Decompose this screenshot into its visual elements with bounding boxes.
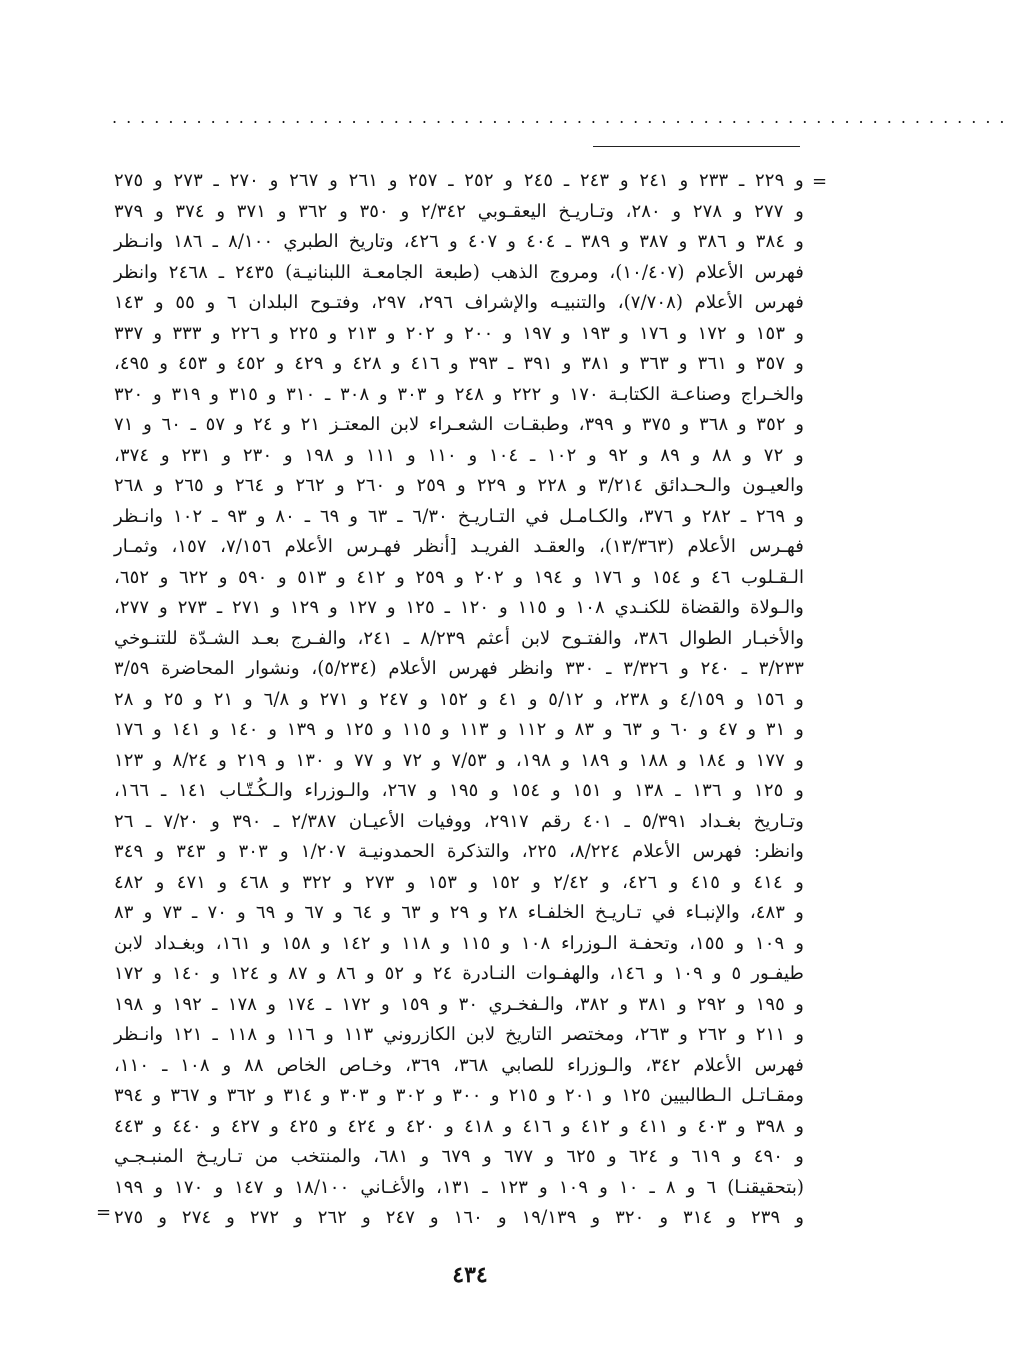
text-line: و ٧٢ و ٨٨ و ٨٩ و ٩٢ و ١٠٢ ـ ١٠٤ و ١١٠ و ١١١ و ١٩٨ و ٢٣٠ و ٢٣١ و ٣٧٤،	[114, 444, 804, 466]
text-line: و ١٩٥ و ٢٩٢ و ٣٨١ و ٣٨٢، والـفخـري ٣٠ و ١٥٩ و ١٧٢ ـ ١٧٤ و ١٧٨ ـ ١٩٢ و ١٩٨	[114, 993, 804, 1015]
text-line: وانظر: فهرس الأعلام ٨/٢٢٤، ٢٢٥، والتذكرة الحمدونيـة ١/٢٠٧ و ٣٠٣ و ٣٤٣ و ٣٤٩	[114, 841, 804, 862]
text-line: و ٢١١ و ٢٦٢ و ٢٦٣، ومختصر التاريخ لابن الكازروني ١١٣ و ١١٦ و ١١٨ ـ ١٢١ وانـظر	[114, 1024, 804, 1045]
text-line: طيفـور ٥ و ١٠٩ و ١٤٦، والهفـوات النـادرة ٢٤ و ٥٢ و ٨٦ و ٨٧ و ١٢٤ و ١٤٠ و ١٧٢	[114, 963, 804, 984]
text-line: و ٣٥٢ و ٣٦٨ و ٣٧٥ و ٣٩٩، وطبقـات الشعـراء لابن المعتـز ٢١ و ٢٤ و ٥٧ ـ ٦٠ و ٧١	[114, 414, 804, 435]
text-line: وتـاريخ بغـداد ٥/٣٩١ ـ ٤٠١ رقم ٢٩١٧، ووفيات الأعيـان ٢/٣٨٧ ـ ٣٩٠ و ٧/٢٠ ـ ٢٦	[114, 810, 804, 832]
text-line: والخـراج وصناعـة الكتابـة ١٧٠ و ٢٢٢ و ٢٤٨ و ٣٠٣ و ٣٠٨ ـ ٣١٠ و ٣١٥ و ٣١٩ و ٣٢٠	[114, 383, 804, 405]
footnote-text	[114, 166, 804, 1234]
text-line: و ٤٨٣، والإنبـاء في تـاريـخ الخلفـاء ٢٨ و ٢٩ و ٦٣ و ٦٤ و ٦٧ و ٦٩ و ٧٠ ـ ٧٣ و ٨٣	[114, 902, 804, 923]
text-line: (بتحقيقنـا) ٦ و ٨ ـ ١٠ و ١٠٩ و ١٢٣ ـ ١٣١، والأغـاني ١٨/١٠٠ و ١٤٧ و ١٧٠ و ١٩٩	[114, 1176, 804, 1198]
footnote-rule	[593, 146, 800, 147]
text-line: و ٢٢٩ ـ ٢٣٣ و ٢٤١ و ٢٤٣ ـ ٢٤٥ و ٢٥٢ ـ ٢٥٧ و ٢٦١ و ٢٦٧ و ٢٧٠ ـ ٢٧٣ و ٢٧٥	[114, 170, 804, 191]
text-line: و ١٢٥ و ١٣٦ ـ ١٣٨ و ١٥١ و ١٥٤ و ١٩٥ و ٢٦٧، والـوزراء والـكُـتّـاب ١٤١ ـ ١٦٦،	[114, 780, 804, 801]
text-line: والأخبـار الطوال ٣٨٦، والفتـوح لابن أعثم ٨/٢٣٩ ـ ٢٤١، والفـرج بعـد الشـدّة للتنـوخي	[114, 627, 804, 649]
text-line: الـقـلوب ٤٦ و ١٥٤ و ١٧٦ و ١٩٤ و ٢٠٢ و ٢٥٩ و ٤١٢ و ٥١٣ و ٥٩٠ و ٦٢٢ و ٦٥٢،	[114, 566, 805, 588]
text-line: و ٢٧٧ و ٢٧٨ و ٢٨٠، وتـاريـخ اليعقـوبي ٢/٣٤٢ و ٣٥٠ و ٣٦٢ و ٣٧١ و ٣٧٤ و ٣٧٩	[114, 200, 804, 222]
text-line: و ٢٦٩ ـ ٢٨٢ و ٣٧٦، والكـامـل في التـاريـخ ٦/٣٠ ـ ٦٣ و ٦٩ ـ ٨٠ و ٩٣ ـ ١٠٢ وانـظر	[114, 505, 804, 527]
text-line: و ١٧٧ و ١٨٤ و ١٨٨ و ١٨٩ و ١٩٨، و ٧/٥٣ و ٧٢ و ٧٧ و ١٣٠ و ٢١٩ و ٨/٢٤ و ١٢٣	[114, 749, 804, 771]
text-line: فهـرس الأعلام (١٣/٣٦٣)، والعقـد الفريـد [أنظر فهـرس الأعلام ٧/١٥٦، ١٥٧، وثمـار	[114, 536, 804, 557]
text-line: والـولاة والقضاة للكنـدي ١٠٨ و ١١٥ و ١٢٠ ـ ١٢٥ و ١٢٧ و ١٢٩ و ٢٧١ ـ ٢٧٣ و ٢٧٧،	[114, 597, 804, 618]
text-line: و ٤٩٠ و ٦١٩ و ٦٢٤ و ٦٢٥ و ٦٧٧ و ٦٧٩ و ٦٨١، والمنتخب من تـاريـخ المنبـجـي	[114, 1146, 804, 1167]
text-line: و ١٥٦ و ٤/١٥٩ و ٢٣٨، و ٥/١٢ و ٤١ و ١٥٢ و ٢٤٧ و ٢٧١ و ٦/٨ و ٢١ و ٢٥ و ٢٨	[114, 688, 804, 710]
text-line: فهرس الأعلام (١٠/٤٠٧)، ومروج الذهب (طبعة الجامعـة اللبنانيـة) ٢٤٣٥ ـ ٢٤٦٨ وانظر	[114, 261, 804, 283]
text-line: و ٣٩٨ و ٤٠٣ و ٤١١ و ٤١٢ و ٤١٦ و ٤١٨ و ٤٢٠ و ٤٢٤ و ٤٢٥ و ٤٢٧ و ٤٤٠ و ٤٤٣	[114, 1115, 804, 1137]
text-line: ٣/٢٣٣ ـ ٢٤٠ و ٣/٣٢٦ ـ ٣٣٠ وانظر فهرس الأعلام (٥/٢٣٤)، ونشوار المحاضرة ٣/٥٩	[114, 658, 804, 679]
dotted-separator: ................................................................	[112, 108, 1014, 127]
text-line: و ١٥٣ و ١٧٢ و ١٧٦ و ١٩٣ و ١٩٧ و ٢٠٠ و ٢٠٢ و ٢١٣ و ٢٢٥ و ٢٢٦ و ٣٣٣ و ٣٣٧	[114, 322, 804, 344]
continuation-mark-end: =	[96, 1202, 112, 1223]
page-number: ٤٣٤	[452, 1262, 488, 1288]
text-line: فهرس الأعلام (٧/٧٠٨)، والتنبيـه والإشراف ٢٩٦، ٢٩٧، وفتـوح البلدان ٦ و ٥٥ و ١٤٣	[114, 292, 804, 313]
text-line: ومقـاتـل الـطالبيين ١٢٥ و ٢٠١ و ٢١٥ و ٣٠٠ و ٣٠٢ و ٣٠٣ و ٣١٤ و ٣٦٢ و ٣٦٧ و ٣٩٤	[114, 1085, 804, 1106]
text-line: فهرس الأعلام ٣٤٢، والـوزراء للصابي ٣٦٨، ٣٦٩، وخـاص الخاص ٨٨ و ١٠٨ ـ ١١٠،	[114, 1054, 804, 1076]
text-line: و ١٠٩ و ١٥٥، وتحفـة الـوزراء ١٠٨ و ١١٥ و ١١٨ و ١٤٢ و ١٥٨ و ١٦١، وبغـداد لابن	[114, 932, 804, 954]
text-line: و ٤١٤ و ٤١٥ و ٤٢٦، و ٢/٤٢ و ١٥٢ و ١٥٣ و ٢٧٣ و ٣٢٢ و ٤٦٨ و ٤٧١ و ٤٨٢	[114, 871, 804, 893]
continuation-mark-start: =	[812, 171, 828, 192]
text-line: والعيـون والـحـدائق ٣/٢١٤ و ٢٢٨ و ٢٢٩ و ٢٥٩ و ٢٦٠ و ٢٦٢ و ٢٦٤ و ٢٦٥ و ٢٦٨	[114, 475, 804, 496]
text-line: و ٣١ و ٤٧ و ٦٠ و ٦٣ و ٨٣ و ١١٢ و ١١٣ و ١١٥ و ١٢٥ و ١٣٩ و ١٤٠ و ١٤١ و ١٧٦	[114, 719, 804, 740]
text-line: و ٣٥٧ و ٣٦١ و ٣٦٣ و ٣٨١ و ٣٩١ ـ ٣٩٣ و ٤١٦ و ٤٢٨ و ٤٢٩ و ٤٥٢ و ٤٥٣ و ٤٩٥،	[114, 353, 804, 374]
text-line: و ٢٣٩ و ٣١٤ و ٣٢٠ و ١٩/١٣٩ و ١٦٠ و ٢٤٧ و ٢٦٢ و ٢٧٢ و ٢٧٤ و ٢٧٥	[114, 1207, 804, 1228]
text-line: و ٣٨٤ و ٣٨٦ و ٣٨٧ و ٣٨٩ ـ ٤٠٤ و ٤٠٧ و ٤٢٦، وتاريخ الطبري ٨/١٠٠ ـ ١٨٦ وانـظر	[114, 231, 804, 252]
